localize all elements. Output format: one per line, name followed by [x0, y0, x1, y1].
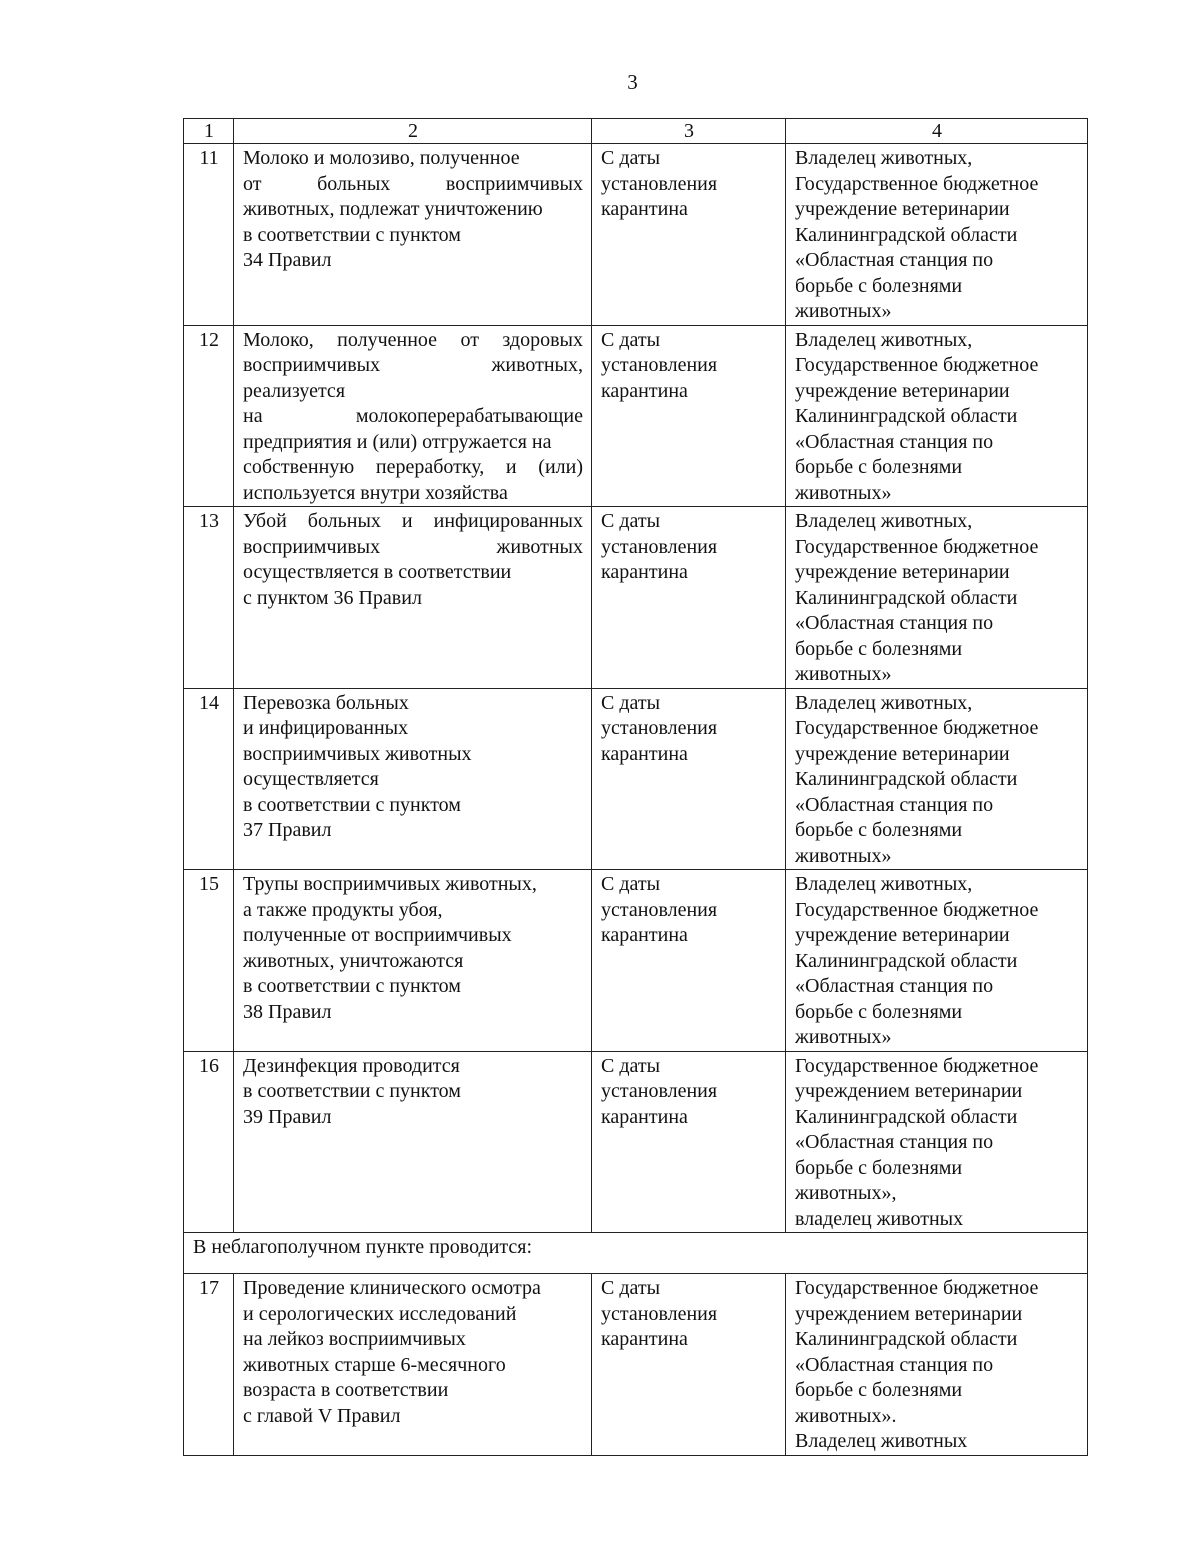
responsible-text-line: борьбе с болезнями: [795, 1000, 963, 1023]
responsible-text-line: учреждение ветеринарии: [795, 742, 1010, 765]
measure-cell: [234, 688, 592, 870]
date-text-line: С даты: [601, 691, 661, 714]
date-cell: [592, 325, 786, 507]
table-body: [184, 119, 1088, 1456]
measure-text-line: используется внутри хозяйства: [243, 481, 508, 504]
measure-text-line: восприимчивых животных,: [243, 354, 583, 376]
measure-text-line: полученные от восприимчивых: [243, 924, 512, 946]
table-row: [184, 870, 1088, 1052]
date-text-line: установления: [601, 717, 718, 739]
measure-text-line: предприятия и (или) отгружается на: [243, 430, 552, 453]
measure-text-line: Перевозка больных: [243, 691, 409, 714]
responsible-text-line: Государственное бюджетное: [795, 354, 1039, 376]
measure-text-line: в соответствии с пунктом: [243, 793, 461, 816]
date-text-line: установления: [601, 354, 718, 376]
measure-text-line: 39 Правил: [243, 1105, 332, 1128]
responsible-cell: [786, 507, 1088, 689]
measure-text-line: в соответствии с пунктом: [243, 223, 461, 246]
measure-text-line: в соответствии с пунктом: [243, 975, 461, 997]
date-text-line: карантина: [601, 1328, 688, 1350]
table-row: [184, 144, 1088, 326]
date-cell: [592, 688, 786, 870]
responsible-text-line: Владелец животных,: [795, 510, 973, 532]
table-row: [184, 688, 1088, 870]
measure-text-line: Дезинфекция проводится: [243, 1054, 460, 1077]
responsible-text-line: животных»: [795, 663, 892, 685]
measure-cell: [234, 144, 592, 326]
responsible-text-line: «Областная станция по: [795, 975, 994, 997]
responsible-text-line: Калининградской области: [795, 1328, 1018, 1350]
responsible-text-line: Государственное бюджетное: [795, 172, 1039, 195]
responsible-text-line: животных».: [795, 1404, 897, 1427]
responsible-text-line: животных»: [795, 1026, 892, 1048]
date-cell: [592, 507, 786, 689]
responsible-text-line: Калининградской области: [795, 405, 1018, 427]
responsible-text-line: учреждение ветеринарии: [795, 379, 1010, 402]
date-text-line: С даты: [601, 147, 661, 169]
responsible-text-line: учреждением ветеринарии: [795, 1080, 1023, 1102]
measure-text-line: 34 Правил: [243, 249, 332, 271]
responsible-text-line: борьбе с болезнями: [795, 819, 963, 841]
measure-text-line: 38 Правил: [243, 1000, 332, 1023]
date-text-line: установления: [601, 1302, 718, 1325]
responsible-cell: [786, 1051, 1088, 1233]
date-text-line: С даты: [601, 1277, 661, 1299]
date-text-line: карантина: [601, 379, 688, 402]
date-text-line: С даты: [601, 328, 661, 351]
responsible-text-line: борьбе с болезнями: [795, 637, 963, 660]
section-heading-row: [184, 1233, 1088, 1274]
responsible-text-line: «Областная станция по: [795, 430, 994, 453]
responsible-cell: [786, 325, 1088, 507]
date-text-line: С даты: [601, 873, 661, 895]
measure-text-line: собственную переработку, и (или): [243, 456, 583, 478]
responsible-text-line: Государственное бюджетное: [795, 898, 1039, 921]
measure-text-line: от больных восприимчивых: [243, 172, 583, 195]
column-number-row: [184, 119, 1088, 144]
date-text-line: С даты: [601, 1054, 661, 1077]
measure-text-line: Молоко, полученное от здоровых: [243, 328, 583, 351]
measure-cell: [234, 507, 592, 689]
responsible-text-line: Калининградской области: [795, 1105, 1018, 1128]
responsible-text-line: борьбе с болезнями: [795, 456, 963, 478]
responsible-text-line: Владелец животных,: [795, 328, 973, 351]
responsible-text-line: Государственное бюджетное: [795, 1277, 1039, 1299]
responsible-text-line: животных»: [795, 844, 892, 867]
date-text-line: карантина: [601, 1105, 688, 1128]
measure-text-line: с пунктом 36 Правил: [243, 586, 422, 609]
date-text-line: установления: [601, 535, 718, 558]
measure-cell: [234, 1051, 592, 1233]
responsible-text-line: «Областная станция по: [795, 612, 994, 634]
measure-cell: [234, 870, 592, 1052]
measure-text-line: осуществляется в соответствии: [243, 561, 512, 583]
measure-text-line: 37 Правил: [243, 819, 332, 841]
responsible-text-line: Калининградской области: [795, 586, 1018, 609]
page-number: 3: [627, 70, 638, 94]
measure-text-line: на молокоперерабатывающие: [243, 405, 583, 427]
date-text-line: карантина: [601, 742, 688, 765]
responsible-text-line: «Областная станция по: [795, 249, 994, 271]
responsible-text-line: владелец животных: [795, 1207, 964, 1230]
date-text-line: установления: [601, 1080, 718, 1102]
responsible-cell: [786, 144, 1088, 326]
row-number: 15: [184, 870, 234, 1052]
responsible-cell: [786, 1274, 1088, 1456]
responsible-text-line: Государственное бюджетное: [795, 535, 1039, 558]
measure-cell: [234, 325, 592, 507]
responsible-text-line: Владелец животных,: [795, 691, 973, 714]
responsible-text-line: «Областная станция по: [795, 1353, 994, 1376]
responsible-text-line: борьбе с болезнями: [795, 1156, 963, 1179]
date-cell: [592, 870, 786, 1052]
measure-text-line: и инфицированных: [243, 717, 409, 739]
responsible-text-line: учреждение ветеринарии: [795, 561, 1010, 583]
measure-text-line: и серологических исследований: [243, 1302, 517, 1325]
measure-text-line: Проведение клинического осмотра: [243, 1277, 541, 1299]
measure-text-line: восприимчивых животных: [243, 742, 472, 765]
table-row: [184, 1274, 1088, 1456]
responsible-text-line: Калининградской области: [795, 949, 1018, 972]
responsible-cell: [786, 688, 1088, 870]
measure-text-line: на лейкоз восприимчивых: [243, 1328, 466, 1350]
responsible-text-line: Государственное бюджетное: [795, 1054, 1039, 1077]
responsible-text-line: «Областная станция по: [795, 1131, 994, 1153]
measure-cell: [234, 1274, 592, 1456]
date-text-line: карантина: [601, 198, 688, 220]
responsible-text-line: Калининградской области: [795, 223, 1018, 246]
responsible-text-line: «Областная станция по: [795, 793, 994, 816]
responsible-text-line: борьбе с болезнями: [795, 274, 963, 297]
section-heading: В неблагополучном пункте проводится:: [184, 1233, 1088, 1274]
row-number: 16: [184, 1051, 234, 1233]
responsible-cell: [786, 870, 1088, 1052]
measure-text-line: животных старше 6-месячного: [243, 1353, 506, 1376]
measure-text-line: Молоко и молозиво, полученное: [243, 147, 520, 169]
measure-text-line: возраста в соответствии: [243, 1379, 449, 1401]
row-number: 17: [184, 1274, 234, 1456]
measures-table: [183, 118, 1088, 1456]
row-number: 13: [184, 507, 234, 689]
date-text-line: карантина: [601, 561, 688, 583]
responsible-text-line: животных»: [795, 300, 892, 322]
date-text-line: С даты: [601, 510, 661, 532]
row-number: 12: [184, 325, 234, 507]
column-number-3: 3: [592, 119, 786, 144]
date-text-line: карантина: [601, 924, 688, 946]
table-row: [184, 1051, 1088, 1233]
responsible-text-line: Государственное бюджетное: [795, 717, 1039, 739]
responsible-text-line: учреждение ветеринарии: [795, 198, 1010, 220]
row-number: 11: [184, 144, 234, 326]
date-cell: [592, 1274, 786, 1456]
responsible-text-line: Владелец животных,: [795, 873, 973, 895]
measure-text-line: восприимчивых животных: [243, 535, 583, 558]
table-row: [184, 325, 1088, 507]
measure-text-line: в соответствии с пунктом: [243, 1080, 461, 1102]
responsible-text-line: учреждение ветеринарии: [795, 924, 1010, 946]
measure-text-line: Трупы восприимчивых животных,: [243, 873, 537, 895]
responsible-text-line: Владелец животных: [795, 1430, 968, 1452]
date-text-line: установления: [601, 898, 718, 921]
date-cell: [592, 1051, 786, 1233]
row-number: 14: [184, 688, 234, 870]
column-number-4: 4: [786, 119, 1088, 144]
date-cell: [592, 144, 786, 326]
column-number-2: 2: [234, 119, 592, 144]
responsible-text-line: Калининградской области: [795, 768, 1018, 790]
responsible-text-line: Владелец животных,: [795, 147, 973, 169]
column-number-1: 1: [184, 119, 234, 144]
responsible-text-line: животных»: [795, 481, 892, 504]
table-row: [184, 507, 1088, 689]
responsible-text-line: борьбе с болезнями: [795, 1379, 963, 1401]
date-text-line: установления: [601, 172, 718, 195]
responsible-text-line: учреждением ветеринарии: [795, 1302, 1023, 1325]
measure-text-line: животных, подлежат уничтожению: [243, 198, 543, 220]
measure-text-line: а также продукты убоя,: [243, 898, 443, 921]
measure-text-line: животных, уничтожаются: [243, 949, 464, 972]
measure-text-line: с главой V Правил: [243, 1404, 401, 1427]
measure-text-line: реализуется: [243, 379, 346, 402]
responsible-text-line: животных»,: [795, 1182, 897, 1204]
measure-text-line: Убой больных и инфицированных: [243, 510, 583, 532]
measure-text-line: осуществляется: [243, 768, 379, 790]
